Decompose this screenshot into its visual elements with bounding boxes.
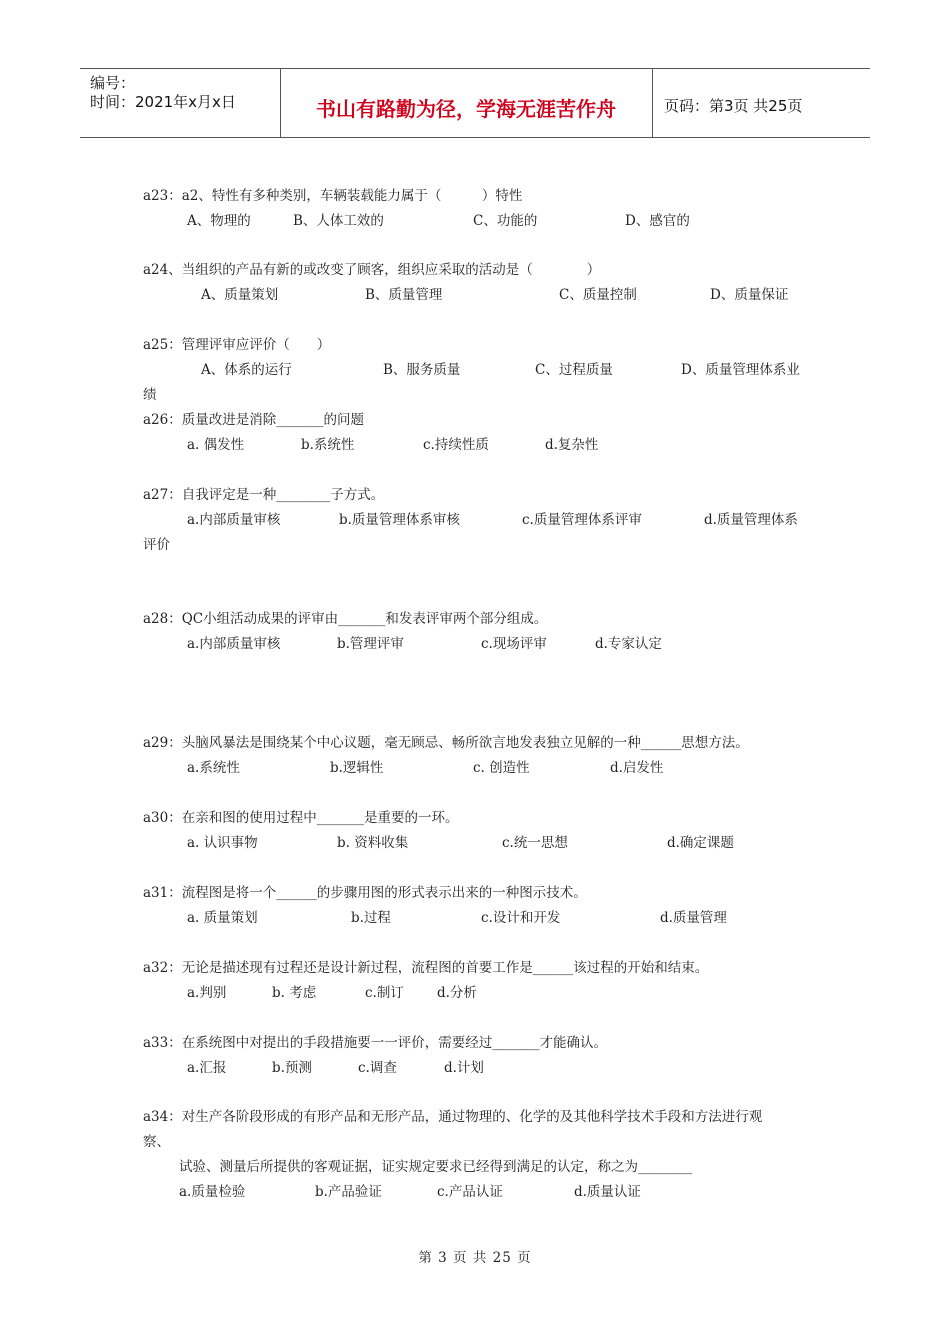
question-a26: a26：质量改进是消除_______的问题 <box>143 412 364 428</box>
option-a30-b: b. 资料收集 <box>337 835 409 851</box>
option-a34-b: b.产品验证 <box>315 1184 382 1200</box>
option-a32-b: b. 考虑 <box>272 985 317 1001</box>
option-a28-b: b.管理评审 <box>337 636 404 652</box>
option-a30-c: c.统一思想 <box>502 835 568 851</box>
option-a30-a: a. 认识事物 <box>187 835 258 851</box>
document-number: 编号： <box>90 74 136 92</box>
option-a29-c: c. 创造性 <box>473 760 530 776</box>
header-page-cell <box>652 69 870 137</box>
option-a31-b: b.过程 <box>351 910 391 926</box>
option-a32-d: d.分析 <box>437 985 477 1001</box>
motto: 书山有路勤为径，学海无涯苦作舟 <box>316 97 616 121</box>
question-a33: a33：在系统图中对提出的手段措施要一一评价，需要经过_______才能确认。 <box>143 1035 607 1051</box>
option-a27-d: d.质量管理体系 <box>704 512 798 528</box>
question-a31: a31：流程图是将一个______的步骤用图的形式表示出来的一种图示技术。 <box>143 885 587 901</box>
option-a23-a: A、物理的 <box>187 213 251 229</box>
question-a25: a25：管理评审应评价（ ） <box>143 337 331 353</box>
option-a24-a: A、质量策划 <box>201 287 279 303</box>
option-a33-d: d.计划 <box>444 1060 484 1076</box>
question-a27: a27：自我评定是一种________子方式。 <box>143 487 385 503</box>
header-motto-cell <box>280 69 653 137</box>
option-a25-c: C、过程质量 <box>535 362 613 378</box>
option-a31-d: d.质量管理 <box>660 910 727 926</box>
option-a29-d: d.启发性 <box>610 760 664 776</box>
option-a25-b: B、服务质量 <box>383 362 461 378</box>
document-time: 时间：2021年x月x日 <box>90 93 236 111</box>
option-a27-a: a.内部质量审核 <box>187 512 281 528</box>
option-a26-d: d.复杂性 <box>545 437 599 453</box>
question-a28: a28：QC小组活动成果的评审由_______和发表评审两个部分组成。 <box>143 611 548 627</box>
option-a26-c: c.持续性质 <box>423 437 489 453</box>
option-a24-d: D、质量保证 <box>710 287 789 303</box>
option-a26-b: b.系统性 <box>301 437 355 453</box>
option-a27-d-wrap: 评价 <box>143 537 170 553</box>
page-footer: 第 3 页 共 25 页 <box>418 1250 532 1266</box>
option-a23-b: B、人体工效的 <box>293 213 384 229</box>
question-a32: a32：无论是描述现有过程还是设计新过程，流程图的首要工作是______该过程的开始和结束。 <box>143 960 709 976</box>
option-a33-c: c.调查 <box>358 1060 397 1076</box>
option-a34-d: d.质量认证 <box>574 1184 641 1200</box>
option-a23-c: C、功能的 <box>473 213 538 229</box>
question-a34: a34：对生产各阶段形成的有形产品和无形产品，通过物理的、化学的及其他科学技术手段和方法进行观 <box>143 1109 763 1125</box>
option-a28-a: a.内部质量审核 <box>187 636 281 652</box>
option-a33-b: b.预测 <box>272 1060 312 1076</box>
question-a34-line3: 试验、测量后所提供的客观证据，证实规定要求已经得到满足的认定，称之为________ <box>179 1159 692 1175</box>
option-a28-d: d.专家认定 <box>595 636 662 652</box>
header-info-cell <box>80 69 281 137</box>
option-a32-a: a.判别 <box>187 985 227 1001</box>
question-a30: a30：在亲和图的使用过程中_______是重要的一环。 <box>143 810 459 826</box>
option-a32-c: c.制订 <box>365 985 404 1001</box>
option-a34-c: c.产品认证 <box>437 1184 503 1200</box>
option-a34-a: a.质量检验 <box>179 1184 246 1200</box>
option-a33-a: a.汇报 <box>187 1060 227 1076</box>
option-a27-c: c.质量管理体系评审 <box>522 512 642 528</box>
option-a30-d: d.确定课题 <box>667 835 734 851</box>
option-a25-a: A、体系的运行 <box>201 362 292 378</box>
option-a31-a: a. 质量策划 <box>187 910 258 926</box>
option-a23-d: D、感官的 <box>625 213 690 229</box>
option-a24-c: C、质量控制 <box>559 287 637 303</box>
option-a31-c: c.设计和开发 <box>481 910 561 926</box>
page-header <box>80 68 870 138</box>
question-a34-line2: 察、 <box>143 1134 170 1150</box>
page-code: 页码：第3页 共25页 <box>664 97 803 115</box>
question-a29: a29：头脑风暴法是围绕某个中心议题，毫无顾忌、畅所欲言地发表独立见解的一种______思想方法。 <box>143 735 749 751</box>
option-a24-b: B、质量管理 <box>365 287 443 303</box>
option-a29-b: b.逻辑性 <box>330 760 384 776</box>
option-a28-c: c.现场评审 <box>481 636 547 652</box>
option-a27-b: b.质量管理体系审核 <box>339 512 460 528</box>
question-a24: a24、当组织的产品有新的或改变了顾客，组织应采取的活动是（ ） <box>143 262 601 278</box>
option-a25-d-wrap: 绩 <box>143 387 157 403</box>
option-a29-a: a.系统性 <box>187 760 240 776</box>
option-a26-a: a. 偶发性 <box>187 437 245 453</box>
question-a23: a23：a2、特性有多种类别，车辆装载能力属于（ ）特性 <box>143 188 523 204</box>
option-a25-d: D、质量管理体系业 <box>681 362 800 378</box>
